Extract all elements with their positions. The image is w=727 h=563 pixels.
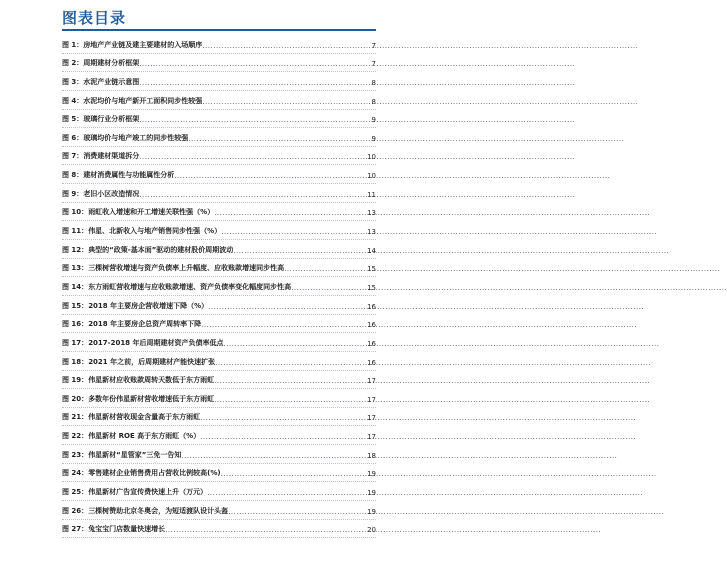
- toc-page-number: 15: [367, 283, 376, 292]
- toc-figure-number: 图 18：: [62, 357, 89, 366]
- toc-dot-leader: [208, 303, 364, 311]
- toc-page-number: 14: [367, 246, 376, 255]
- toc-entry-16[interactable]: [62, 315, 376, 334]
- toc-page-number: 10: [367, 172, 376, 181]
- toc-figure-number: 图 16：: [62, 320, 89, 329]
- toc-entry-10[interactable]: [62, 203, 376, 222]
- toc-page-number: 19: [367, 489, 376, 498]
- toc-entry-11[interactable]: [62, 221, 376, 240]
- toc-figure-number: 图 2：: [62, 59, 84, 68]
- toc-dot-leader: [174, 172, 364, 180]
- toc-entry-27[interactable]: [62, 520, 376, 539]
- toc-entry-2[interactable]: [62, 54, 376, 73]
- toc-entry-title: 伟星新材应收账款周转天数低于东方雨虹: [88, 376, 215, 385]
- toc-page-number: 8: [371, 78, 376, 87]
- toc-dot-leader: [214, 209, 364, 217]
- toc-entry-title: 兔宝宝门店数量快速增长: [88, 525, 166, 534]
- toc-entry-9[interactable]: [62, 184, 376, 203]
- toc-page-number: 19: [367, 470, 376, 479]
- toc-figure-number: 图 11：: [62, 227, 89, 236]
- toc-dot-leader: [188, 135, 364, 143]
- figure-table-of-contents: [62, 35, 376, 538]
- toc-page-number: 10: [367, 153, 376, 162]
- toc-page-number: 11: [367, 190, 376, 199]
- toc-figure-number: 图 17：: [62, 338, 89, 347]
- toc-page-number: 20: [367, 526, 376, 535]
- toc-entry-title: 2021 年之前，后周期建材产能快速扩张: [88, 357, 216, 366]
- toc-entry-title: 玻璃均价与地产竣工的同步性较强: [83, 133, 189, 142]
- toc-entry-20[interactable]: [62, 389, 376, 408]
- toc-page-number: 7: [371, 60, 376, 69]
- toc-page-number: 7: [371, 41, 376, 50]
- toc-dot-leader: [202, 42, 364, 50]
- toc-entry-22[interactable]: [62, 426, 376, 445]
- toc-figure-number: 图 25：: [62, 488, 89, 497]
- toc-entry-title: 2018 年主要房企营收增速下降（%）: [88, 301, 209, 310]
- toc-figure-number: 图 1：: [62, 40, 84, 49]
- toc-figure-number: 图 5：: [62, 115, 84, 124]
- toc-dot-leader: [139, 79, 364, 87]
- toc-figure-number: 图 9：: [62, 189, 84, 198]
- toc-entry-23[interactable]: [62, 445, 376, 464]
- toc-entry-title: 三棵树营收增速与资产负债率上升幅度、应收账款增速同步性高: [88, 264, 285, 273]
- toc-dot-leader: [233, 247, 364, 255]
- toc-entry-title: 零售建材企业销售费用占营收比例较高(%): [88, 469, 221, 478]
- toc-figure-number: 图 14：: [62, 282, 89, 291]
- toc-page-number: 9: [371, 116, 376, 125]
- toc-page-number: 9: [371, 134, 376, 143]
- toc-page-number: 17: [367, 395, 376, 404]
- toc-dot-leader: [291, 284, 364, 292]
- toc-dot-leader: [284, 265, 364, 273]
- toc-dot-leader: [214, 396, 364, 404]
- toc-page-number: 17: [367, 377, 376, 386]
- toc-dot-leader: [214, 377, 364, 385]
- toc-entry-14[interactable]: [62, 277, 376, 296]
- toc-entry-26[interactable]: [62, 501, 376, 520]
- toc-entry-title: 建材消费属性与功能属性分析: [83, 171, 175, 180]
- toc-entry-title: 东方雨虹营收增速与应收账款增速、资产负债率变化幅度同步性高: [88, 282, 292, 291]
- toc-entry-title: 典型的“政策-基本面”驱动的建材股价周期波动: [88, 245, 234, 254]
- toc-entry-title: 伟星新材“星管家”三免一告知: [88, 450, 182, 459]
- toc-entry-title: 多数年份伟星新材营收增速低于东方雨虹: [88, 394, 215, 403]
- toc-entry-19[interactable]: [62, 371, 376, 390]
- toc-figure-number: 图 15：: [62, 301, 89, 310]
- toc-entry-title: 伟星新材营收现金含量高于东方雨虹: [88, 413, 201, 422]
- toc-page-number: 16: [367, 302, 376, 311]
- toc-dot-leader: [207, 489, 364, 497]
- toc-figure-number: 图 4：: [62, 96, 84, 105]
- toc-entry-4[interactable]: [62, 91, 376, 110]
- toc-page-number: 8: [371, 97, 376, 106]
- toc-figure-number: 图 13：: [62, 264, 89, 273]
- toc-page-number: 16: [367, 339, 376, 348]
- toc-dot-leader: [139, 60, 364, 68]
- toc-entry-17[interactable]: [62, 333, 376, 352]
- toc-entry-title: 消费建材渠道拆分: [83, 152, 140, 161]
- toc-entry-title: 房地产产业链及建主要建材的入场顺序: [83, 40, 203, 49]
- toc-entry-5[interactable]: [62, 110, 376, 129]
- toc-figure-number: 图 26：: [62, 506, 89, 515]
- toc-entry-15[interactable]: [62, 296, 376, 315]
- toc-figure-number: 图 19：: [62, 376, 89, 385]
- toc-entry-title: 伟星新材 ROE 高于东方雨虹（%）: [88, 432, 201, 441]
- toc-figure-number: 图 7：: [62, 152, 84, 161]
- toc-entry-title: 2017-2018 年后周期建材资产负债率低点: [88, 338, 224, 347]
- toc-dot-leader: [221, 228, 364, 236]
- toc-entry-title: 老旧小区改造情况: [83, 189, 140, 198]
- toc-figure-number: 图 23：: [62, 450, 89, 459]
- toc-figure-number: 图 27：: [62, 525, 89, 534]
- toc-entry-6[interactable]: [62, 128, 376, 147]
- toc-entry-3[interactable]: [62, 72, 376, 91]
- toc-entry-title: 水泥产业链示意图: [83, 77, 140, 86]
- toc-entry-title: 2018 年主要房企总资产周转率下降: [88, 320, 202, 329]
- toc-dot-leader: [224, 340, 365, 348]
- toc-entry-18[interactable]: [62, 352, 376, 371]
- toc-entry-25[interactable]: [62, 482, 376, 501]
- toc-entry-7[interactable]: [62, 147, 376, 166]
- toc-entry-title: 玻璃行业分析框架: [83, 115, 140, 124]
- page-title: 图表目录: [62, 9, 127, 27]
- toc-entry-24[interactable]: [62, 464, 376, 483]
- toc-figure-number: 图 8：: [62, 171, 84, 180]
- toc-dot-leader: [181, 452, 364, 460]
- toc-figure-number: 图 10：: [62, 208, 89, 217]
- toc-entry-title: 周期建材分析框架: [83, 59, 140, 68]
- toc-page-number: 17: [367, 433, 376, 442]
- toc-entry-title: 伟星、北新收入与地产销售同步性强（%）: [88, 227, 222, 236]
- toc-page-number: 13: [367, 209, 376, 218]
- toc-figure-number: 图 6：: [62, 133, 84, 142]
- toc-dot-leader: [165, 526, 364, 534]
- toc-dot-leader: [215, 359, 364, 367]
- toc-entry-1[interactable]: [62, 35, 376, 54]
- toc-dot-leader: [139, 153, 364, 161]
- toc-figure-number: 图 22：: [62, 432, 89, 441]
- toc-figure-number: 图 12：: [62, 245, 89, 254]
- toc-dot-leader: [221, 470, 364, 478]
- toc-page-number: 16: [367, 321, 376, 330]
- toc-entry-title: 伟星新材广告宣传费快速上升（万元）: [88, 488, 208, 497]
- toc-dot-leader: [228, 508, 364, 516]
- toc-dot-leader: [200, 414, 364, 422]
- toc-dot-leader: [139, 191, 364, 199]
- toc-entry-21[interactable]: [62, 408, 376, 427]
- toc-dot-leader: [201, 321, 364, 329]
- toc-page-number: 18: [367, 451, 376, 460]
- toc-entry-title: 水泥均价与地产新开工面积同步性较强: [83, 96, 203, 105]
- title-divider: [62, 29, 376, 31]
- toc-page-number: 16: [367, 358, 376, 367]
- toc-dot-leader: [139, 116, 364, 124]
- toc-entry-title: 雨虹收入增速和开工增速关联性强（%）: [88, 208, 215, 217]
- toc-entry-13[interactable]: [62, 259, 376, 278]
- toc-dot-leader: [202, 98, 364, 106]
- toc-entry-title: 三棵树赞助北京冬奥会，为短适渡队设计头盔: [88, 506, 229, 515]
- toc-page-number: 17: [367, 414, 376, 423]
- toc-figure-number: 图 24：: [62, 469, 89, 478]
- toc-page-number: 19: [367, 507, 376, 516]
- toc-dot-leader: [200, 433, 364, 441]
- toc-page-number: 13: [367, 228, 376, 237]
- toc-entry-12[interactable]: [62, 240, 376, 259]
- toc-page-number: 15: [367, 265, 376, 274]
- toc-figure-number: 图 3：: [62, 77, 84, 86]
- toc-figure-number: 图 21：: [62, 413, 89, 422]
- toc-figure-number: 图 20：: [62, 394, 89, 403]
- toc-entry-8[interactable]: [62, 165, 376, 184]
